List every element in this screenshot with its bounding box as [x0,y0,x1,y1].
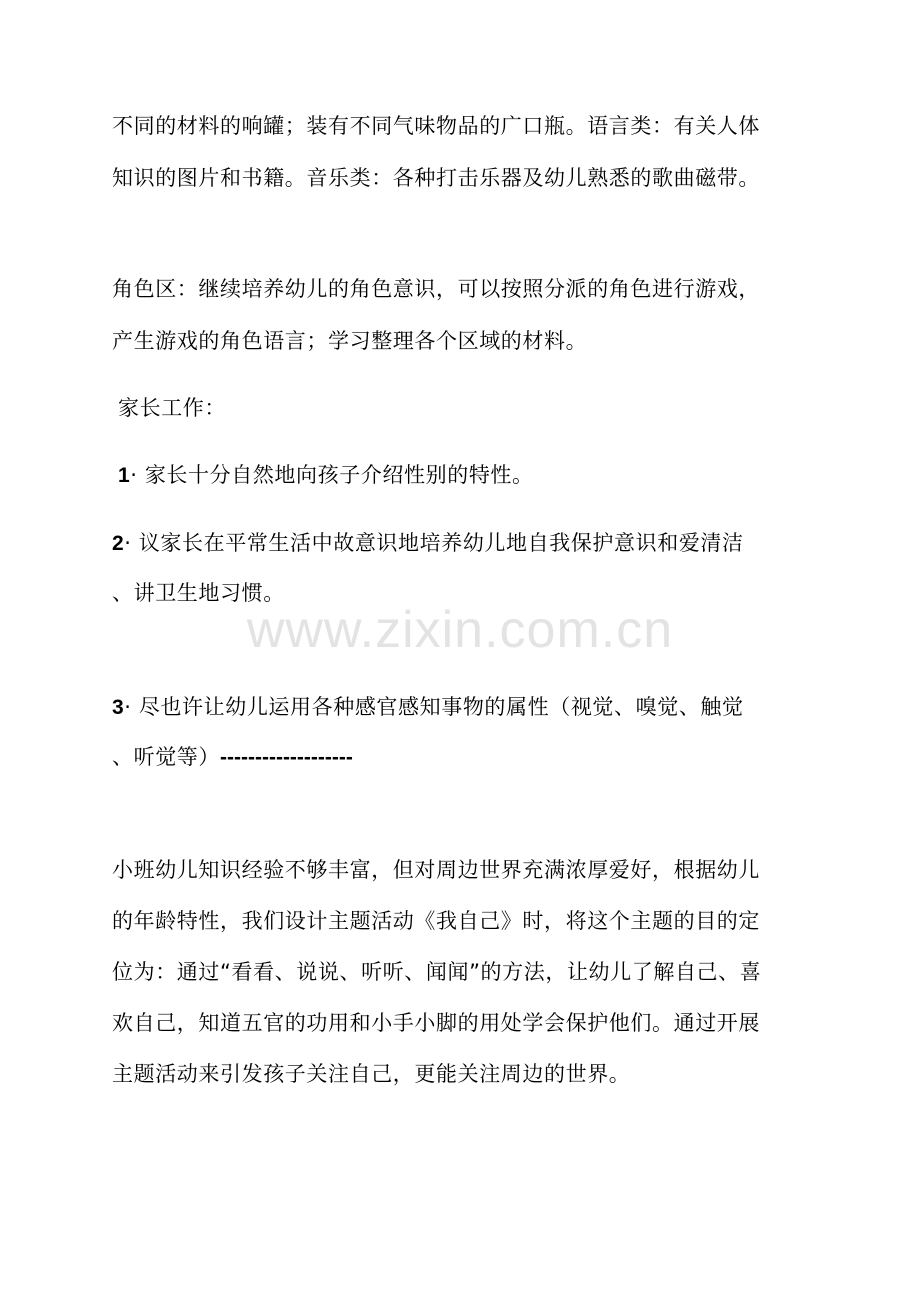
item-number: 2 [112,532,125,555]
dash-separator: ------------------- [220,746,353,769]
item-number: 3 [112,696,125,719]
paragraph-2-line-1: 角色区：继续培养幼儿的角色意识，可以按照分派的角色进行游戏， [112,277,760,301]
parent-work-item-2-line-2: 、讲卫生地习惯。 [112,581,285,605]
parent-work-item-3 [112,693,744,722]
paragraph-1-line-2: 知识的图片和书籍。音乐类：各种打击乐器及幼儿熟悉的歌曲磁带。 [112,166,760,190]
paragraph-3-line-5: 主题活动来引发孩子关注自己，更能关注周边的世界。 [112,1062,631,1086]
parent-work-heading: 家长工作： [118,396,226,420]
paragraph-3-line-1: 小班幼儿知识经验不够丰富，但对周边世界充满浓厚爱好，根据幼儿 [112,858,760,882]
parent-work-item-3-line-2 [112,743,353,772]
parent-work-item-1 [118,461,534,490]
paragraph-3-line-2: 的年龄特性，我们设计主题活动《我自己》时，将这个主题的目的定 [112,909,760,933]
paragraph-3-line-4: 欢自己，知道五官的功用和小手小脚的用处学会保护他们。通过开展 [112,1011,760,1035]
item-text: 、听觉等） [112,745,220,769]
paragraph-3-line-3: 位为：通过“看看、说说、听听、闻闻”的方法，让幼儿了解自己、喜 [112,960,762,984]
item-text: · 尽也许让幼儿运用各种感官感知事物的属性（视觉、嗅觉、触觉 [124,695,744,719]
paragraph-2-line-2: 产生游戏的角色语言；学习整理各个区域的材料。 [112,329,588,353]
parent-work-item-2 [112,529,744,558]
item-text: · 家长十分自然地向孩子介绍性别的特性。 [130,463,534,487]
paragraph-1-line-1: 不同的材料的响罐；装有不同气味物品的广口瓶。语言类：有关人体 [112,114,760,138]
item-number: 1 [118,464,131,487]
watermark: www.zixin.com.cn [246,601,674,659]
item-text: · 议家长在平常生活中故意识地培养幼儿地自我保护意识和爱清洁 [124,531,744,555]
